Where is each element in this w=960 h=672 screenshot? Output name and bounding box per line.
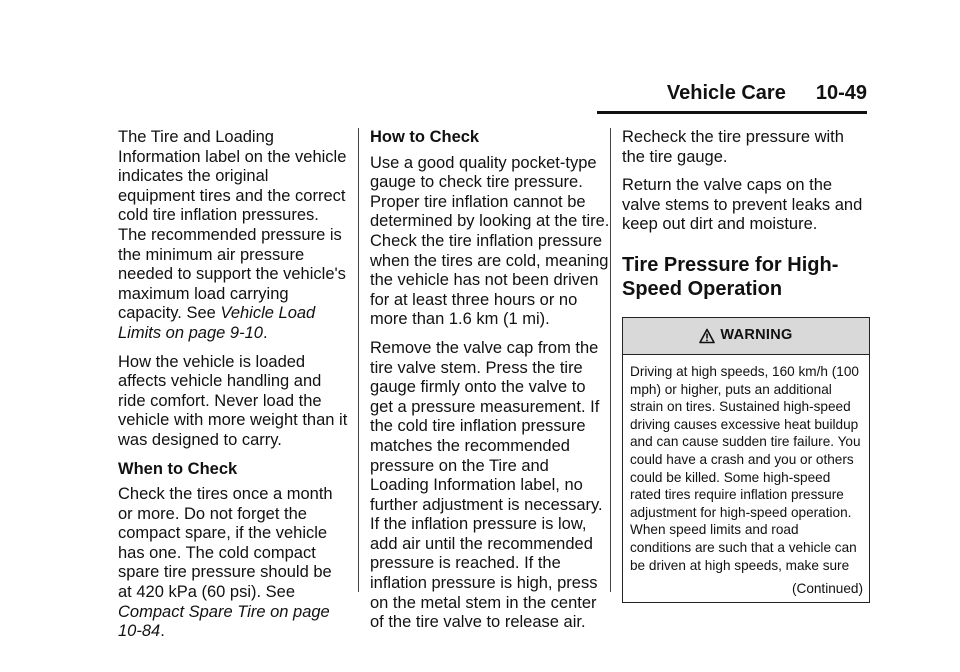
section-heading: Tire Pressure for High-Speed Operation <box>622 253 839 300</box>
page-number: 10-49 <box>815 82 867 104</box>
subheading: How to Check <box>370 128 480 146</box>
header-rule <box>597 111 867 114</box>
warning-box <box>622 317 870 603</box>
paragraph <box>118 128 350 344</box>
warning-title: WARNING <box>720 327 793 344</box>
warning-text: Driving at high speeds, 160 km/h (100 mph) or higher, puts an additional strain on tires. Sustained high-speed driving causes excessive heat buildup and can cause sudden tire failure. You could have a crash and you or others could be killed. Some high-speed rated tires require inflation pressure adjustment for high-speed operation. When speed limits and road conditions are such that a vehicle can be driven at high speeds, make sure <box>630 363 861 573</box>
paragraph: Recheck the tire pressure with the tire gauge. <box>622 128 844 166</box>
paragraph: Return the valve caps on the valve stems to prevent leaks and keep out dirt and moisture. <box>622 176 863 234</box>
section-title: Vehicle Care <box>666 82 786 104</box>
cross-reference-link[interactable]: Compact Spare Tire on page 10-84 <box>118 602 330 641</box>
column-2 <box>370 128 610 642</box>
column-divider <box>358 128 359 592</box>
paragraph-text: The Tire and Loading Information label on the vehicle indicates the original equipment tires and the correct cold tire inflation pressures. The recommended pressure is the minimum air pressure needed to support the vehicle's maximum load carrying capacity. See <box>118 128 347 323</box>
continued-label: (Continued) <box>791 581 863 597</box>
cross-reference-link[interactable]: Vehicle Load Limits on page 9-10 <box>118 304 316 342</box>
warning-header <box>623 318 869 355</box>
warning-triangle-icon <box>699 328 715 344</box>
paragraph: Remove the valve cap from the tire valve stem. Press the tire gauge firmly onto the valve to get a pressure measurement. If the cold tire inflation pressure matches the recommended pressure on the Tire and Loading Information label, no further adjustment is necessary. If the inflation pressure is low, add air until the recommended pressure is reached. If the inflation pressure is high, press on the metal stem in the center of the tire valve to release air. <box>370 338 603 632</box>
column-1 <box>118 128 350 651</box>
warning-body <box>623 355 869 602</box>
page-header <box>667 82 867 105</box>
punctuation: . <box>160 622 165 641</box>
paragraph: How the vehicle is loaded affects vehicle handling and ride comfort. Never load the vehicle with more weight than it was designed to carry. <box>118 352 348 449</box>
column-divider <box>610 128 611 592</box>
paragraph: Use a good quality pocket-type gauge to check tire pressure. Proper tire inflation cannot be determined by looking at the tire. Check the tire inflation pressure when the tires are cold, meaning the vehicle has not been driven for at least three hours or no more than 1.6 km (1 mi). <box>370 153 610 329</box>
subheading: When to Check <box>118 459 238 478</box>
paragraph-text: Check the tires once a month or more. Do not forget the compact spare, if the vehicle has one. The cold compact spare tire pressure should be at 420 kPa (60 psi). See <box>118 485 333 602</box>
paragraph <box>118 485 350 642</box>
column-3 <box>622 128 870 603</box>
punctuation: . <box>262 323 268 342</box>
